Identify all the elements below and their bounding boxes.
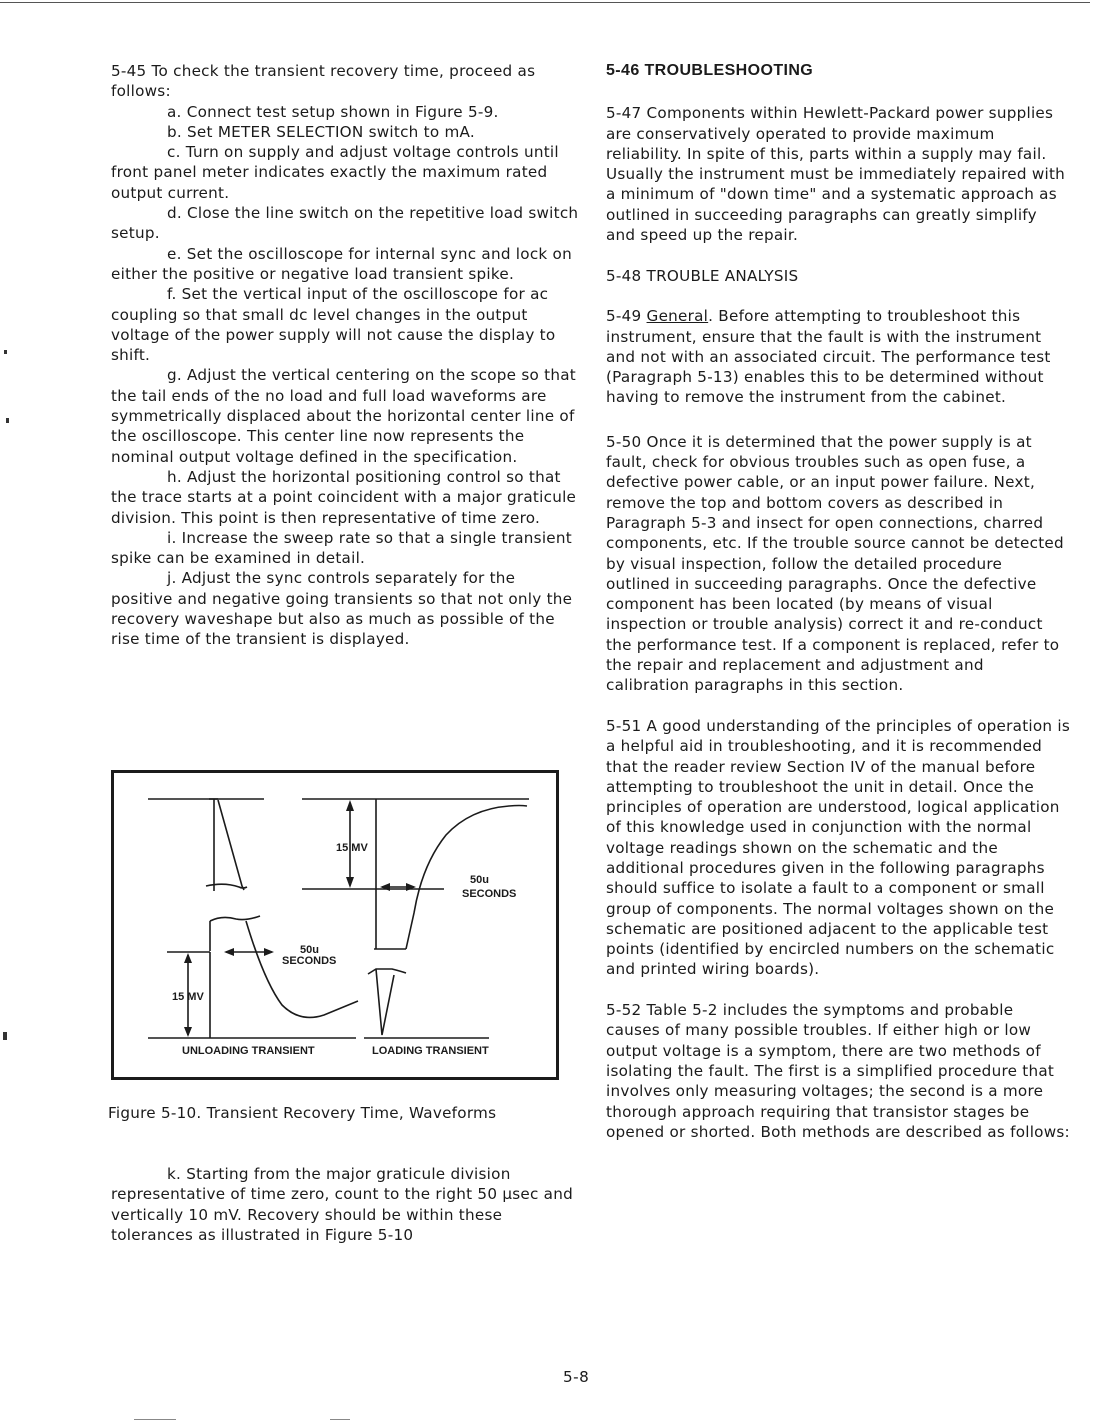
paragraph-5-50: 5-50 Once it is determined that the power supply is at fault, check for obvious troubles such as open fuse, a defective power cable, or an input power failure. Next, remove the top and bottom covers as described in Paragraph 5-3 and insect for open connections, charred components, etc. If the trouble source cannot be detected by visual inspection, follow the detailed procedure outlined in succeeding paragraphs. Once the defective component has been located (by means of visual inspection or trouble analysis) correct it and re-conduct the performance test. If a component is replaced, refer to the repair and replacement and adjustment and calibration paragraphs in this section. [606,432,1064,695]
step-d: d. Close the line switch on the repetitive load switch setup. [111,204,579,243]
waveform-diagram [114,773,556,1077]
bottom-edge-mark [330,1419,350,1420]
unloading-spike-fall [218,800,244,890]
label-50u-right: 50u [470,874,489,886]
figure-caption: Figure 5-10. Transient Recovery Time, Waveforms [108,1104,497,1122]
top-border [0,2,1090,3]
section-heading: 5-46 TROUBLESHOOTING [606,62,814,79]
step-b: b. Set METER SELECTION switch to mA. [167,122,475,141]
unloading-spike-top [210,916,260,921]
margin-mark [6,418,9,423]
margin-mark [4,350,7,354]
loading-spike-top [368,969,406,974]
left-column [111,61,579,650]
label-loading-transient: LOADING TRANSIENT [372,1045,489,1057]
step-h: h. Adjust the horizontal positioning control so that the trace starts at a point coincident with a major graticule division. This point is then representative of time zero. [111,467,577,527]
right-column [606,61,1070,1142]
paragraph-5-48: 5-48 TROUBLE ANALYSIS [606,266,799,285]
label-unloading-transient: UNLOADING TRANSIENT [182,1045,315,1057]
step-j: j. Adjust the sync controls separately for the positive and negative going transients so that not only the recovery waveshape but also as much as possible of the rise time of the transient is displayed. [111,569,573,649]
figure-5-10 [111,770,559,1080]
label-seconds-right: SECONDS [462,888,517,900]
paragraph-5-49: 5-49 General. Before attempting to troubleshoot this instrument, ensure that the fault is with the instrument and not with an associated circuit. The performance test (Paragraph 5-13) enables this to be determined without having to remove the instrument from the cabinet. [606,307,1051,407]
step-k: k. Starting from the major graticule division representative of time zero, count to the right 50 μsec and vertically 10 mV. Recovery should be within these tolerances as illustrated in Figure 5-10 [111,1165,573,1244]
paragraph-5-45: 5-45 To check the transient recovery time, proceed as follows: [111,62,536,101]
paragraph-5-47: 5-47 Components within Hewlett-Packard power supplies are conservatively operated to provide maximum reliability. In spite of this, parts within a supply may fail. Usually the instrument must be immediately repaired with a minimum of "down time" and a systematic approach as outlined in succeeding paragraphs can greatly simplify and speed up the repair. [606,104,1066,245]
unloading-recovery-curve [246,921,358,1017]
label-seconds-left: SECONDS [282,955,337,967]
step-i: i. Increase the sweep rate so that a single transient spike can be examined in detail. [111,528,572,568]
step-f: f. Set the vertical input of the oscilloscope for ac coupling so that small dc level changes in the output voltage of the power supply will not cause the display to shift. [111,285,556,365]
label-50u-left: 50u [300,944,319,956]
paragraph-5-52: 5-52 Table 5-2 includes the symptoms and probable causes of many possible troubles. If either high or low output voltage is a symptom, there are two methods of isolating the fault. The first is a simplified procedure that involves only measuring voltages; the second is a more thorough approach requiring that transistor stages be opened or shorted. Both methods are described as follows: [606,1001,1070,1141]
paragraph-5-51: 5-51 A good understanding of the principles of operation is a helpful aid in troubleshooting, and it is recommended that the reader review Section IV of the manual before attempting to troubleshoot the unit in detail. Once the principles of operation are understood, logical application of this knowledge used in conjunction with the normal voltage readings shown on the schematic and the additional procedures given in the following paragraphs should suffice to isolate a fault to a component or small group of components. The normal voltages shown on the schematic are positioned adjacent to the applicable test points (identified by encircled numbers on the schematic and printed wiring boards). [606,716,1070,979]
step-c: c. Turn on supply and adjust voltage controls until front panel meter indicates exactly the maximum rated output current. [111,143,559,202]
page-number: 5-8 [563,1368,590,1386]
loading-spike [376,969,394,1035]
label-15mv-left: 15 MV [172,991,204,1003]
step-e: e. Set the oscilloscope for internal sync and lock on either the positive or negative load transient spike. [111,244,572,283]
loading-recovery-curve [406,806,527,950]
margin-mark [3,1032,7,1040]
step-a: a. Connect test setup shown in Figure 5-9. [167,102,499,121]
bottom-edge-mark [134,1419,176,1420]
step-g: g. Adjust the vertical centering on the scope so that the tail ends of the no load and full load waveforms are symmetrically displaced about the horizontal center line of the oscilloscope. This center line now represents the nominal output voltage defined in the specification. [111,366,576,466]
label-15mv-top: 15 MV [336,842,368,854]
